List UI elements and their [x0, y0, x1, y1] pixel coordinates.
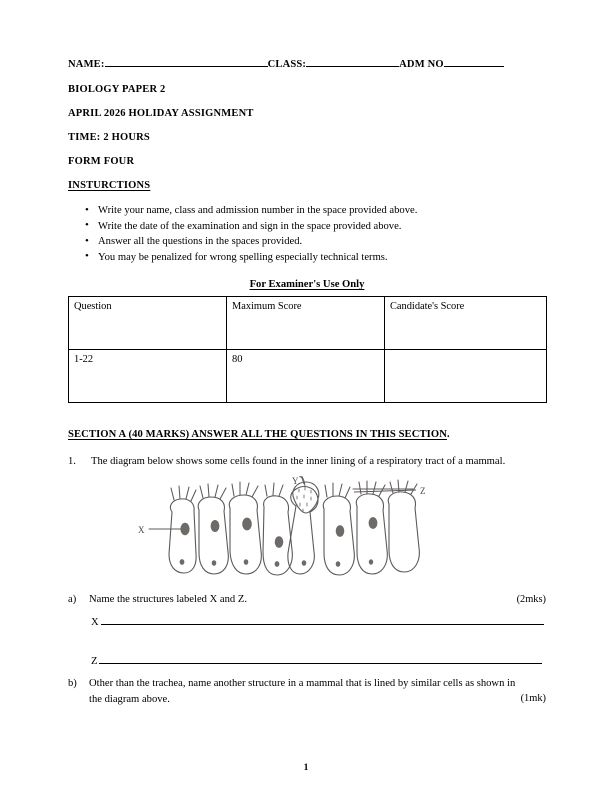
question-1-number: 1.: [68, 456, 76, 467]
list-item: • Write the date of the examination and sign in the space provided above.: [98, 219, 546, 235]
question-1a-marks: (2mks): [516, 593, 546, 605]
question-1a-label: a): [68, 593, 77, 605]
answer-x-rule[interactable]: [101, 614, 544, 625]
examiner-table-title-text: For Examiner's Use Only: [249, 279, 365, 290]
question-1a: [68, 592, 546, 608]
question-1b-body: [89, 676, 546, 707]
section-a-heading-period: .: [446, 429, 450, 440]
page-number: 1: [303, 762, 309, 773]
adm-field-rule[interactable]: [444, 55, 504, 67]
form-heading: FORM FOUR: [68, 156, 135, 167]
examiner-table-title: [68, 279, 546, 290]
cell-candidate-score[interactable]: [385, 350, 547, 403]
list-item: • Write your name, class and admission number in the space provided above.: [98, 203, 546, 219]
figure-label-z: Z: [420, 485, 426, 496]
answer-z-rule[interactable]: [99, 653, 542, 664]
question-1b: [68, 676, 546, 707]
time-heading: TIME: 2 HOURS: [68, 132, 150, 143]
name-field-rule[interactable]: [105, 55, 268, 67]
column-header-maximum-score: Maximum Score: [227, 297, 385, 350]
question-1-stem: The diagram below shows some cells found in the inner lining of a respiratory tract of a mammal.: [91, 456, 506, 467]
adm-label: ADM NO: [399, 59, 444, 70]
subject-heading: BIOLOGY PAPER 2: [68, 84, 166, 95]
page-content: [68, 55, 546, 707]
question-1a-body: [89, 592, 546, 608]
class-label: CLASS:: [267, 59, 307, 70]
question-1a-text: Name the structures labeled X and Z.: [89, 593, 247, 605]
question-1b-text: Other than the trachea, name another structure in a mammal that is lined by similar cells as shown in the diagram above.: [89, 678, 516, 705]
figure-label-y: Y: [292, 475, 299, 486]
section-a-heading: [68, 429, 546, 440]
answer-spacer: [68, 628, 546, 646]
list-item: • Answer all the questions in the spaces provided.: [98, 234, 546, 250]
table-row: [69, 350, 547, 403]
exam-title-heading: APRIL 2026 HOLIDAY ASSIGNMENT: [68, 108, 254, 119]
question-1a-answer-z: [91, 653, 546, 667]
table-header-row: [69, 297, 547, 350]
column-header-candidate-score: Candidate's Score: [385, 297, 547, 350]
section-a-heading-text: SECTION A (40 MARKS) ANSWER ALL THE QUESTIONS IN THIS SECTION: [68, 429, 447, 440]
name-label: NAME:: [68, 59, 105, 70]
question-1-figure: [68, 476, 546, 588]
question-1a-answer-x: [91, 614, 546, 628]
identity-line: [68, 55, 546, 72]
answer-x-label: X: [91, 617, 99, 628]
instructions-heading: INSTURCTIONS: [68, 180, 151, 191]
class-field-rule[interactable]: [306, 55, 399, 67]
question-1: [68, 454, 546, 470]
examiner-use-table: [68, 296, 547, 403]
question-1b-label: b): [68, 678, 77, 689]
list-item: • You may be penalized for wrong spelling especially technical terms.: [98, 250, 546, 266]
figure-label-x: X: [138, 524, 145, 535]
instructions-list: [68, 203, 546, 265]
column-header-question: Question: [69, 297, 227, 350]
question-1b-marks: (1mk): [520, 693, 546, 704]
ciliated-epithelium-diagram: [68, 476, 546, 588]
answer-z-label: Z: [91, 656, 98, 667]
cell-maximum-score: 80: [227, 350, 385, 403]
cell-question-range: 1-22: [69, 350, 227, 403]
